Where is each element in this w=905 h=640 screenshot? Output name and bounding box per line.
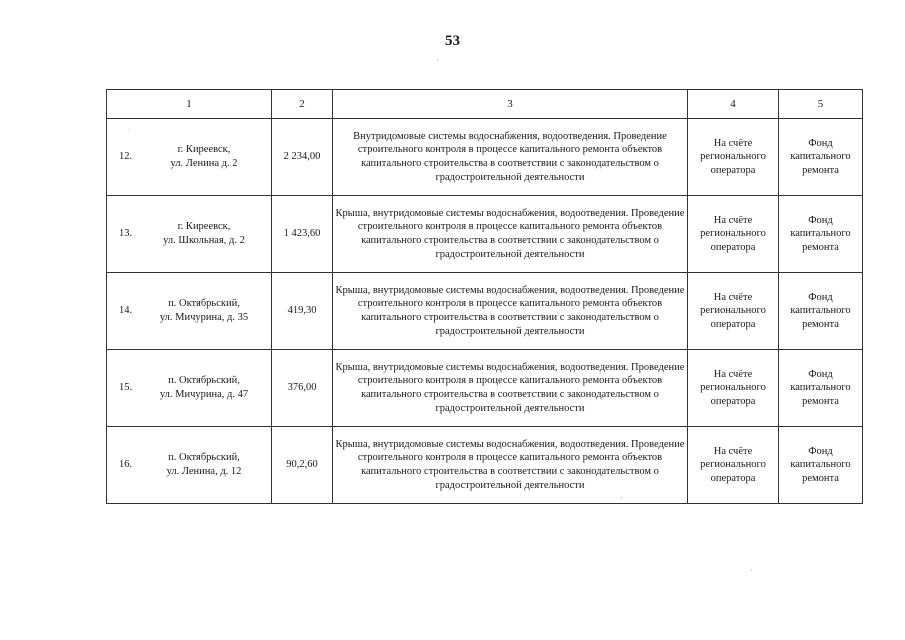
address-line-1: г. Киреевск,: [177, 221, 231, 233]
column-header-1: 1: [107, 90, 272, 119]
account-cell: На счёте регионального оператора: [688, 427, 779, 504]
row-number: 15.: [119, 382, 133, 394]
table-row: [107, 196, 863, 273]
scan-speck: ·: [620, 494, 623, 503]
table-header-row: [107, 90, 863, 119]
area-cell: 2 234,00: [272, 119, 333, 196]
row-number: 16.: [119, 459, 133, 471]
page-number: 53: [445, 33, 460, 49]
funding-source-cell: Фонд капитального ремонта: [779, 427, 863, 504]
column-header-2: 2: [272, 90, 333, 119]
table-row: [107, 273, 863, 350]
area-cell: 1 423,60: [272, 196, 333, 273]
row-number: 13.: [119, 228, 133, 240]
address-cell: [107, 350, 272, 427]
address-line-2: ул. Мичурина, д. 35: [159, 312, 249, 323]
address-line-2: ул. Школьная, д. 2: [163, 235, 245, 246]
column-header-4: 4: [688, 90, 779, 119]
scan-speck: ·: [128, 126, 131, 135]
address-line-2: ул. Мичурина, д. 47: [159, 389, 249, 400]
address-cell: [107, 196, 272, 273]
repair-schedule-table: [106, 89, 863, 504]
account-cell: На счёте регионального оператора: [688, 350, 779, 427]
works-cell: Внутридомовые системы водоснабжения, водоотведения. Проведение строительного контроля в процессе капитального ремонта объектов капитального строительства в соответствии с законодательством о градостроительной деятельности: [333, 119, 688, 196]
table-row: [107, 119, 863, 196]
funding-source-cell: Фонд капитального ремонта: [779, 119, 863, 196]
account-cell: На счёте регионального оператора: [688, 196, 779, 273]
funding-source-cell: Фонд капитального ремонта: [779, 350, 863, 427]
scan-speck: ·: [436, 56, 439, 65]
table-row: [107, 350, 863, 427]
column-header-5: 5: [779, 90, 863, 119]
works-cell: Крыша, внутридомовые системы водоснабжения, водоотведения. Проведение строительного контроля в процессе капитального ремонта объектов капитального строительства в соответствии с законодательством о градостроительной деятельности: [333, 427, 688, 504]
funding-source-cell: Фонд капитального ремонта: [779, 273, 863, 350]
address-line-1: п. Октябрьский,: [168, 452, 240, 464]
row-number: 14.: [119, 305, 133, 317]
address-line-2: ул. Ленина д. 2: [170, 158, 238, 169]
address-line-1: п. Октябрьский,: [168, 298, 240, 310]
area-cell: 419,30: [272, 273, 333, 350]
works-cell: Крыша, внутридомовые системы водоснабжения, водоотведения. Проведение строительного контроля в процессе капитального ремонта объектов капитального строительства в соответствии с законодательством о градостроительной деятельности: [333, 196, 688, 273]
works-cell: Крыша, внутридомовые системы водоснабжения, водоотведения. Проведение строительного контроля в процессе капитального ремонта объектов капитального строительства в соответствии с законодательством о градостроительной деятельности: [333, 350, 688, 427]
row-number: 12.: [119, 151, 133, 163]
address-line-1: п. Октябрьский,: [168, 375, 240, 387]
address-cell: [107, 273, 272, 350]
account-cell: На счёте регионального оператора: [688, 119, 779, 196]
address-cell: [107, 119, 272, 196]
address-cell: [107, 427, 272, 504]
account-cell: На счёте регионального оператора: [688, 273, 779, 350]
works-cell: Крыша, внутридомовые системы водоснабжения, водоотведения. Проведение строительного контроля в процессе капитального ремонта объектов капитального строительства в соответствии с законодательством о градостроительной деятельности: [333, 273, 688, 350]
address-line-2: ул. Ленина, д. 12: [166, 466, 242, 477]
funding-source-cell: Фонд капитального ремонта: [779, 196, 863, 273]
table-row: [107, 427, 863, 504]
address-line-1: г. Киреевск,: [177, 144, 231, 156]
area-cell: 90,2,60: [272, 427, 333, 504]
scan-speck: ·: [750, 566, 753, 575]
area-cell: 376,00: [272, 350, 333, 427]
column-header-3: 3: [333, 90, 688, 119]
